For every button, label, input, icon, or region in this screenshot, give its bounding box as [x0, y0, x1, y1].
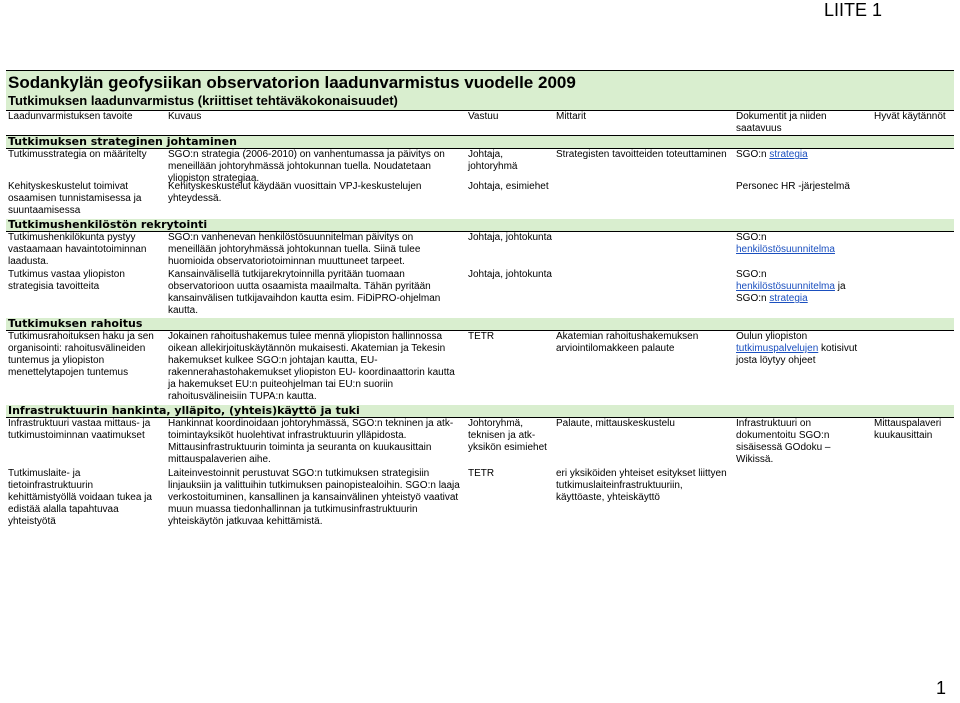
documents-text-2: ja SGO:n — [736, 281, 846, 304]
description-cell: SGO:n strategia (2006-2010) on vanhentumassa ja päivitys on meneillään johtoryhmässä johtokunnan tuella. Noudatetaan yliopiston strategiaa. — [168, 149, 445, 184]
staff-plan-link[interactable]: henkilöstösuunnitelma — [736, 281, 835, 292]
metrics-cell: eri yksiköiden yhteiset esitykset liittyen tutkimuslaiteinfrastruktuuriin, käyttöaste, yhteiskäyttö — [556, 468, 727, 503]
metrics-cell — [554, 269, 734, 318]
description-cell: Kansainvälisellä tutkijarekrytoinnilla pyritään tuomaan observatorioon uutta osaamista maailmalta. Tähän pyritään kansainvälisen tutkijavaihdon kautta esim. FiDiPRO-ohjelman kautta. — [168, 269, 441, 316]
column-header-practices: Hyvät käytännöt — [874, 111, 946, 122]
section-title-recruitment: Tutkimushenkilöstön rekrytointi — [6, 219, 954, 232]
section-title-funding: Tutkimuksen rahoitus — [6, 318, 954, 331]
column-header-responsibility: Vastuu — [468, 111, 499, 122]
goal-cell: Tutkimushenkilökunta pystyy vastaamaan havaintotoiminnan laadusta. — [8, 232, 147, 267]
metrics-cell: Palaute, mittauskeskustelu — [556, 418, 675, 429]
page-number: 1 — [935, 678, 946, 698]
goal-cell: Tutkimuslaite- ja tietoinfrastruktuurin kehittämistyöllä voidaan tukea ja edistää alalla tapahtuvaa yhteistyötä — [8, 468, 152, 527]
document-title: Sodankylän geofysiikan observatorion laadunvarmistus vuodelle 2009 — [6, 71, 954, 93]
table-row — [6, 269, 954, 318]
practices-cell: Mittauspalaveri kuukausittain — [874, 418, 942, 441]
goal-cell: Infrastruktuuri vastaa mittaus- ja tutkimustoiminnan vaatimukset — [8, 418, 151, 441]
documents-cell — [734, 331, 872, 405]
documents-cell — [734, 468, 872, 532]
documents-cell — [734, 149, 872, 181]
description-cell: Laiteinvestoinnit perustuvat SGO:n tutkimuksen strategisiin linjauksiin ja valittuihin tutkimuksen painopistealoihin. SGO:n laaja verkostoituminen, kansallinen ja kansainvälinen yhteistyö vaativat muun muassa tiedonhallinnan ja tutkimusinfrastruktuurin yhteiskäytön jatkuvaa kehittämistä. — [168, 468, 460, 527]
description-cell: SGO:n vanhenevan henkilöstösuunnitelman päivitys on meneillään johtoryhmässä johtokunnan tuella. Siinä tulee huomioida observatoriotoiminnan muuttuneet tarpeet. — [168, 232, 421, 267]
column-header-description: Kuvaus — [168, 111, 202, 122]
table-row — [6, 468, 954, 532]
practices-cell — [872, 149, 954, 181]
documents-text: Oulun yliopiston — [736, 331, 808, 342]
practices-cell — [872, 181, 954, 219]
goal-cell: Tutkimusrahoituksen haku ja sen organisointi: rahoitusvälineiden tuntemus ja yliopiston menettelytapojen tuntemus — [8, 331, 154, 378]
column-header-metrics: Mittarit — [556, 111, 586, 122]
goal-cell: Tutkimus vastaa yliopiston strategisia tavoitteita — [8, 269, 125, 292]
appendix-label: LIITE 1 — [823, 0, 882, 20]
strategy-link[interactable]: strategia — [769, 149, 808, 160]
documents-cell — [734, 269, 872, 318]
quality-assurance-document — [6, 70, 954, 532]
practices-cell — [872, 232, 954, 269]
column-header-documents: Dokumentit ja niiden saatavuus — [736, 111, 827, 134]
responsibility-cell: Johtaja, johtoryhmä — [468, 149, 518, 172]
description-cell: Jokainen rahoitushakemus tulee mennä yliopiston hallinnossa oikean allekirjoituskäytännön mukaisesti. Akatemian ja Tekesin hakemukset kulkee SGO:n johtajan kautta, EU-rakennerahastohakemukset yliopiston EU- koordinaattorin kautta ja hakemukset EU:n puiteohjelman tai EU:n suoriin rahoitusvälineisiin TUPA:n kautta. — [168, 331, 455, 402]
document-subtitle: Tutkimuksen laadunvarmistus (kriittiset tehtäväkokonaisuudet) — [6, 93, 954, 110]
responsibility-cell: Johtaja, esimiehet — [468, 181, 549, 192]
practices-cell — [872, 468, 954, 532]
documents-cell: Infrastruktuuri on dokumentoitu SGO:n sisäisessä GOdoku – Wikissä. — [736, 418, 831, 465]
column-header-goal: Laadunvarmistuksen tavoite — [8, 111, 133, 122]
table-row — [6, 418, 954, 468]
strategy-link[interactable]: strategia — [769, 293, 808, 304]
table-row — [6, 232, 954, 269]
responsibility-cell: TETR — [468, 331, 495, 342]
staff-plan-link[interactable]: henkilöstösuunnitelma — [736, 244, 835, 255]
responsibility-cell: TETR — [468, 468, 495, 479]
table-row — [6, 331, 954, 405]
documents-text: SGO:n — [736, 269, 767, 280]
metrics-cell: Strategisten tavoitteiden toteuttaminen — [556, 149, 727, 160]
responsibility-cell: Johtoryhmä, teknisen ja atk-yksikön esimiehet — [468, 418, 547, 453]
practices-cell — [872, 269, 954, 318]
documents-text: SGO:n — [736, 232, 767, 243]
goal-cell: Tutkimusstrategia on määritelty — [8, 149, 147, 160]
table-row — [6, 149, 954, 184]
section-title-infrastructure: Infrastruktuurin hankinta, ylläpito, (yhteis)käyttö ja tuki — [6, 405, 954, 418]
research-services-link[interactable]: tutkimuspalvelujen — [736, 343, 819, 354]
documents-cell — [734, 232, 872, 269]
responsibility-cell: Johtaja, johtokunta — [468, 232, 552, 243]
responsibility-cell: Johtaja, johtokunta — [468, 269, 552, 280]
description-cell: Kehityskeskustelut käydään vuosittain VPJ-keskustelujen yhteydessä. — [168, 181, 422, 204]
goal-cell: Kehityskeskustelut toimivat osaamisen tunnistamisessa ja suuntaamisessa — [8, 181, 142, 216]
description-cell: Hankinnat koordinoidaan johtoryhmässä, SGO:n tekninen ja atk-toimintayksiköt huolehtivat infrastruktuurin ylläpidosta. Mittausinfrastruktuurin toiminta ja seuranta on kuukausittain mittauspalaverien aihe. — [168, 418, 454, 465]
metrics-cell: Akatemian rahoitushakemuksen arviointilomakkeen palaute — [556, 331, 699, 354]
metrics-cell — [554, 232, 734, 269]
documents-text: SGO:n — [736, 149, 770, 160]
section-title-strategic-management: Tutkimuksen strateginen johtaminen — [6, 136, 954, 149]
column-header-row — [6, 110, 954, 136]
metrics-cell — [554, 181, 734, 219]
documents-text-2: kotisivut josta löytyy ohjeet — [736, 343, 858, 366]
practices-cell — [872, 331, 954, 405]
table-row — [6, 181, 954, 219]
documents-cell: Personec HR -järjestelmä — [736, 181, 850, 192]
